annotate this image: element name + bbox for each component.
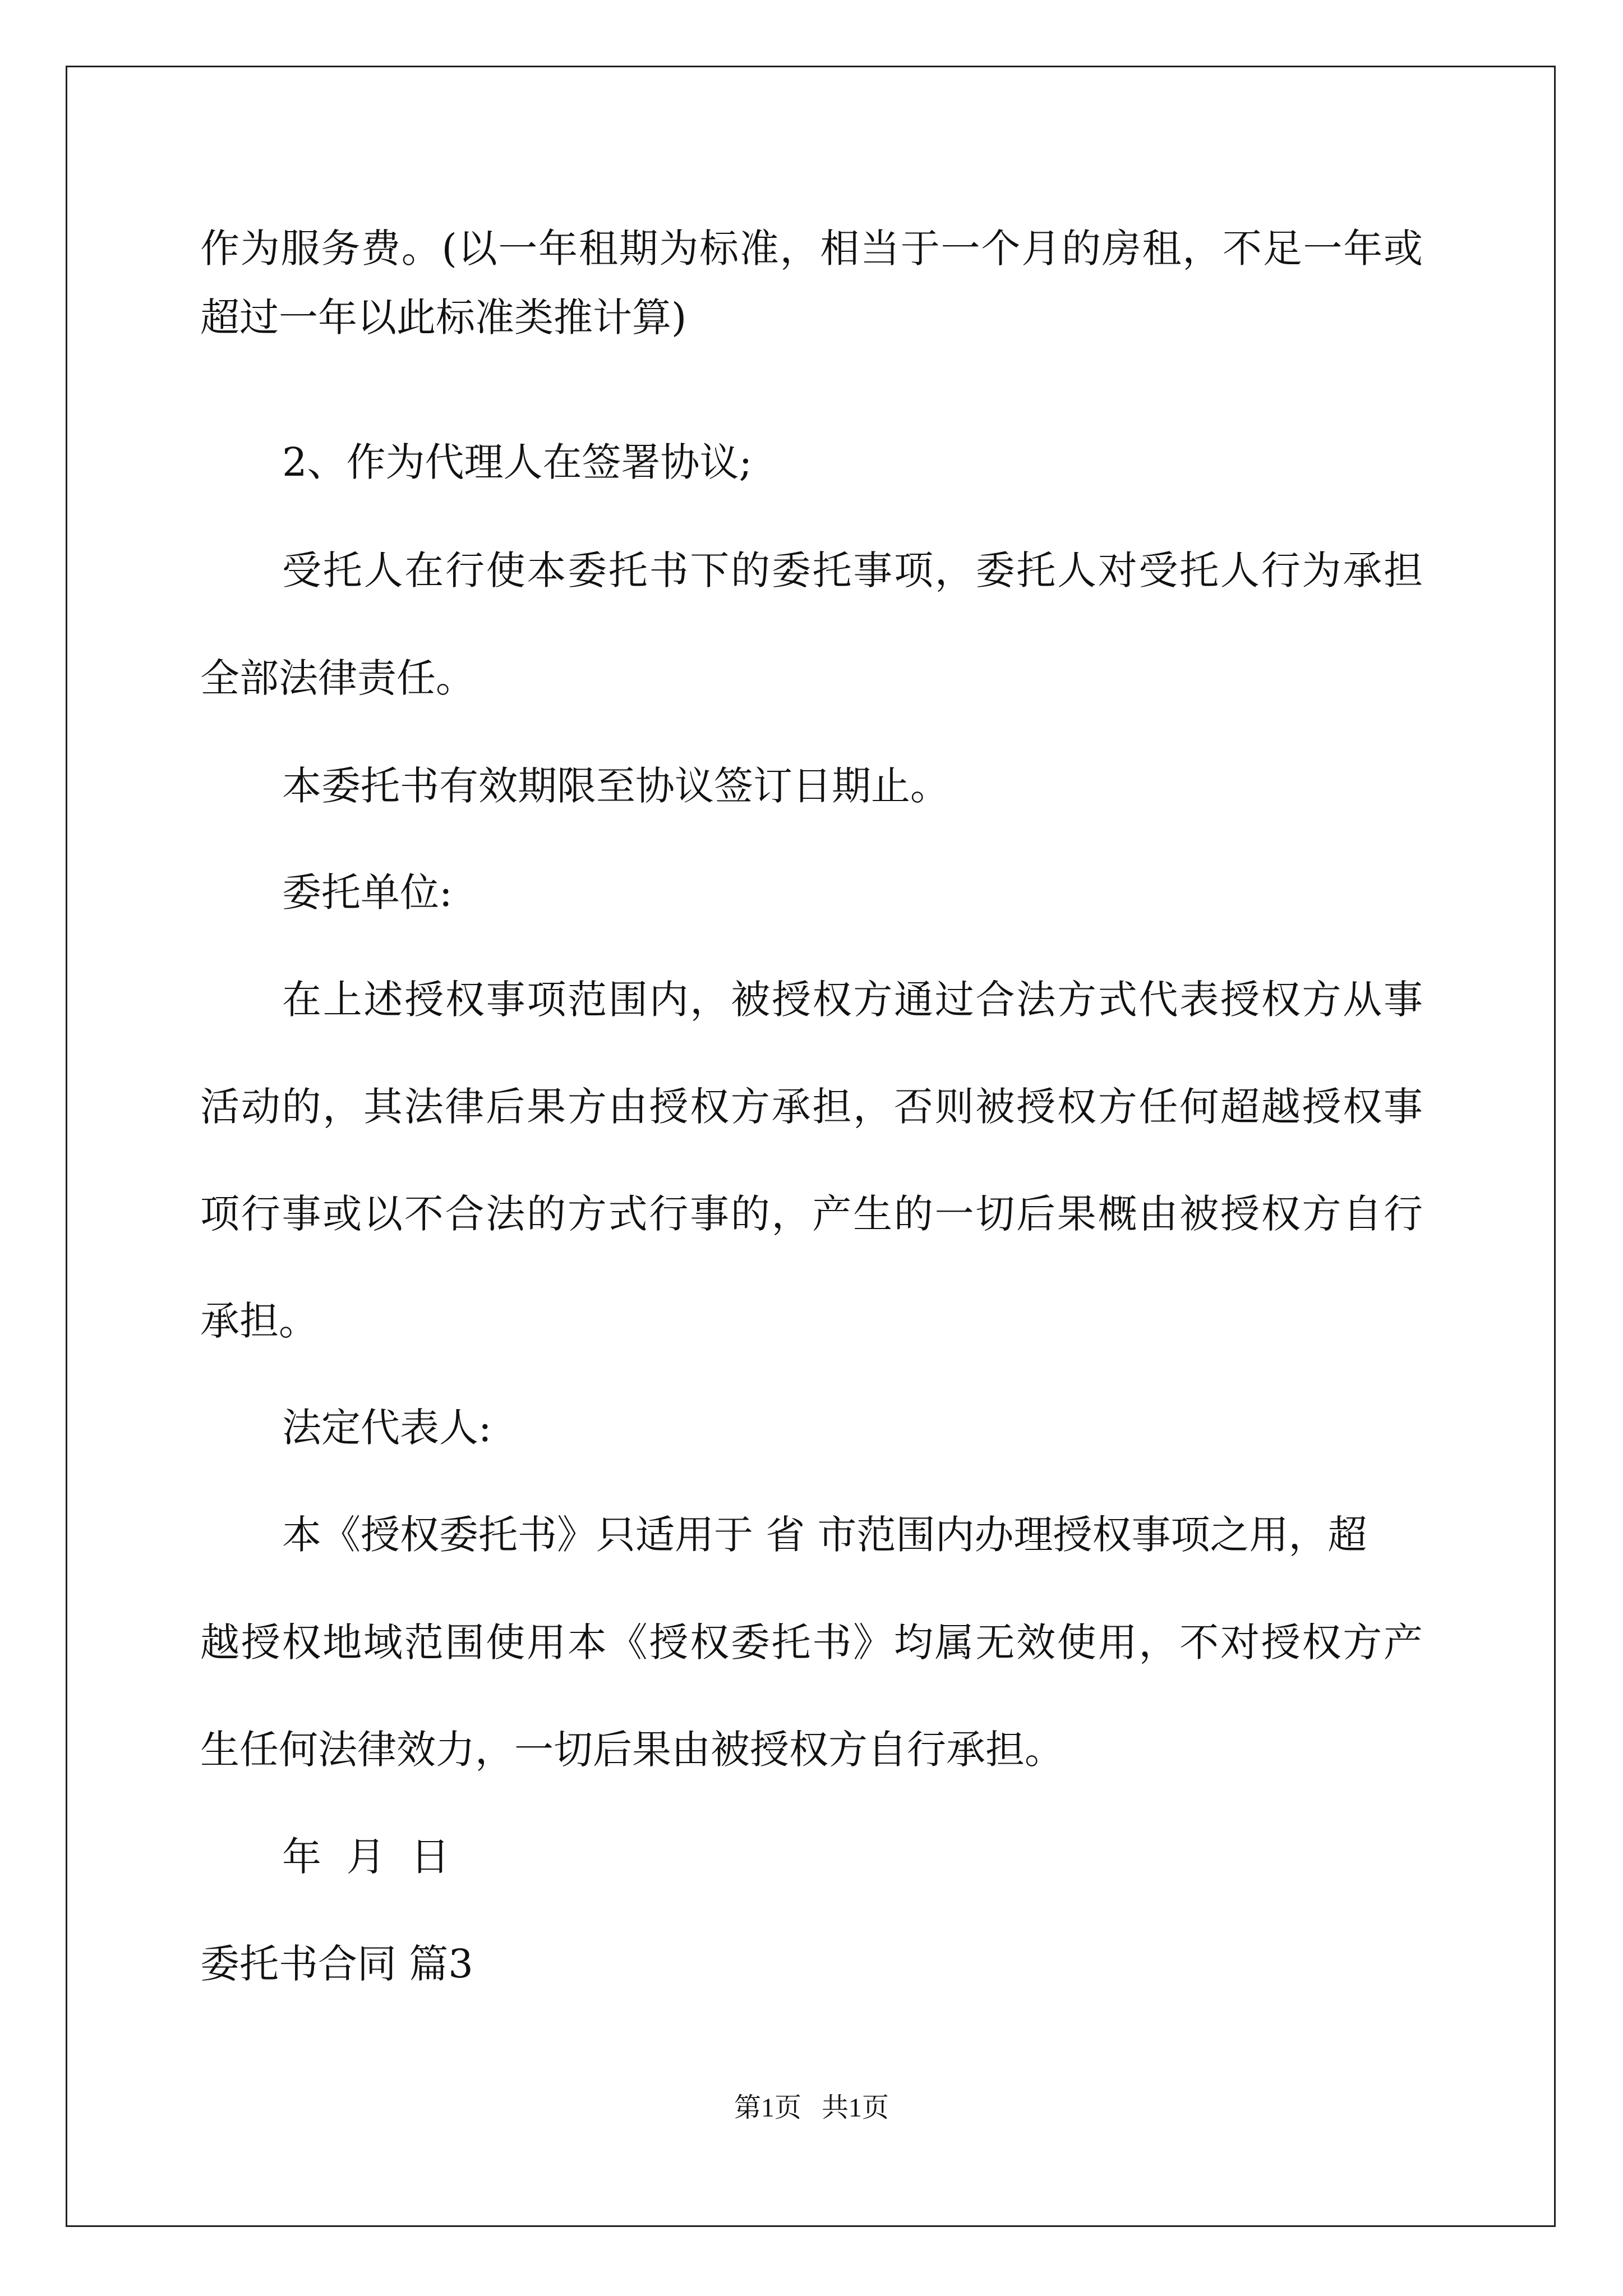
text-line: 承担。 — [200, 1298, 318, 1344]
text-line: 超过一年以此标准类推计算) — [200, 295, 687, 341]
text-line: 在上述授权事项范围内，被授权方通过合法方式代表授权方从事 — [282, 977, 1423, 1023]
text-line: 受托人在行使本委托书下的委托事项，委托人对受托人行为承担 — [282, 547, 1423, 593]
text-line: 2、作为代理人在签署协议; — [282, 439, 753, 485]
text-line: 项行事或以不合法的方式行事的，产生的一切后果概由被授权方自行 — [200, 1191, 1423, 1237]
section-heading: 委托书合同 篇3 — [200, 1941, 473, 1987]
text-line: 委托单位: — [282, 869, 453, 915]
page-footer: 第1页 共1页 — [734, 2093, 889, 2123]
text-line: 本《授权委托书》只适用于 省 市范围内办理授权事项之用，超 — [282, 1512, 1367, 1558]
text-line: 本委托书有效期限至协议签订日期止。 — [282, 763, 949, 809]
text-line: 全部法律责任。 — [200, 655, 475, 701]
text-line: 活动的，其法律后果方由授权方承担，否则被授权方任何超越授权事 — [200, 1084, 1423, 1130]
text-line: 作为服务费。(以一年租期为标准，相当于一个月的房租，不足一年或 — [200, 226, 1423, 272]
text-line: 越授权地域范围使用本《授权委托书》均属无效使用，不对授权方产 — [200, 1619, 1423, 1665]
page-border — [66, 66, 1556, 2227]
date-line: 年 月 日 — [282, 1834, 450, 1880]
text-line: 生任何法律效力，一切后果由被授权方自行承担。 — [200, 1727, 1064, 1773]
text-line: 法定代表人: — [282, 1405, 492, 1451]
